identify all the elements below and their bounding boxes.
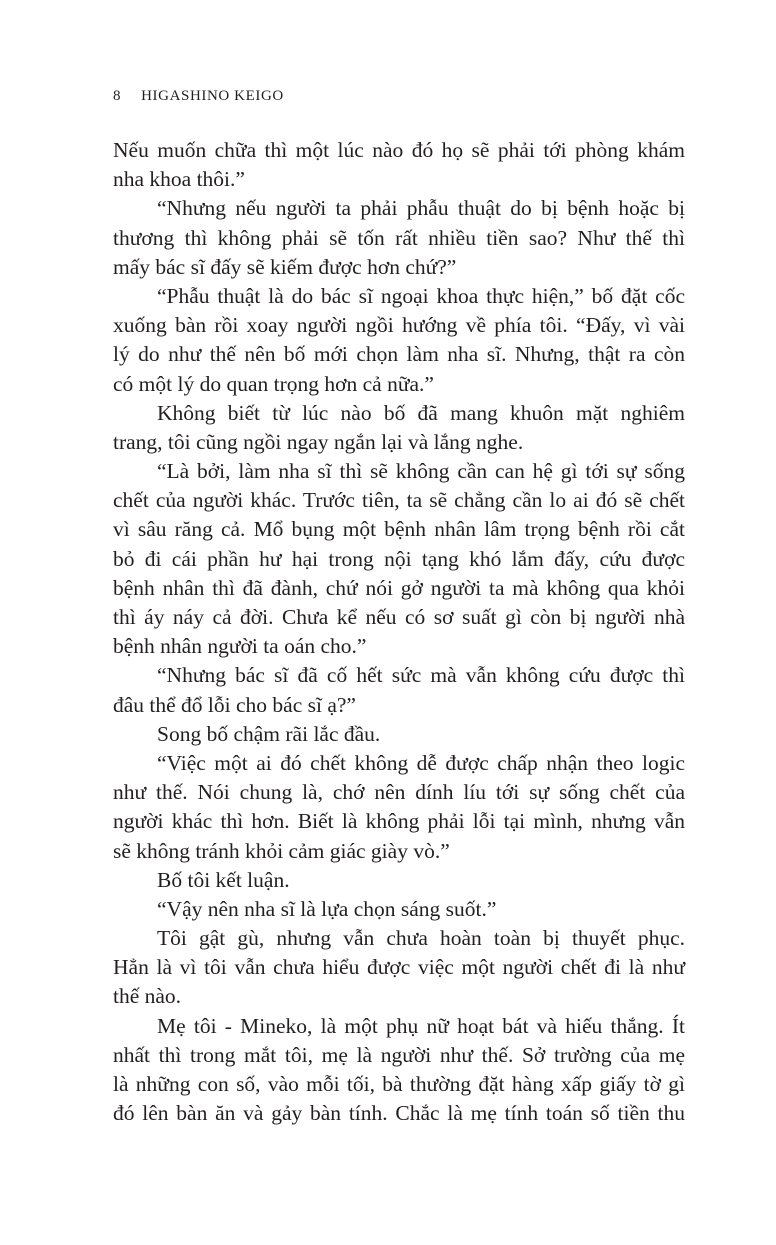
text-line: Bố tôi kết luận. (157, 867, 290, 892)
text-line: như thế. Nói chung là, chớ nên dính líu tới sự sống chết của (113, 780, 685, 805)
text-line: “Vậy nên nha sĩ là lựa chọn sáng suốt.” (157, 896, 497, 921)
text-line: Không biết từ lúc nào bố đã mang khuôn mặt nghiêm (157, 400, 685, 425)
page-number: 8 (113, 88, 122, 104)
text-line: xuống bàn rồi xoay người ngồi hướng về phía tôi. “Đấy, vì vài (113, 313, 685, 338)
text-line: chết của người khác. Trước tiên, ta sẽ chẳng cần lo ai đó sẽ chết (113, 488, 685, 513)
text-line: là những con số, vào mỗi tối, bà thường đặt hàng xấp giấy tờ gì (113, 1072, 685, 1096)
text-line: thương thì không phải sẽ tốn rất nhiều tiền sao? Như thế thì (113, 225, 685, 250)
text-line: “Nhưng nếu người ta phải phẫu thuật do bị bệnh hoặc bị (157, 196, 685, 221)
body-text (113, 136, 685, 1128)
text-line: Nếu muốn chữa thì một lúc nào đó họ sẽ phải tới phòng khám (113, 138, 685, 162)
text-line: “Việc một ai đó chết không dễ được chấp nhận theo logic (157, 750, 685, 775)
text-line: đâu thể đổ lỗi cho bác sĩ ạ?” (113, 692, 356, 717)
text-line: “Phẫu thuật là do bác sĩ ngoại khoa thực hiện,” bố đặt cốc (157, 283, 685, 308)
text-line: “Nhưng bác sĩ đã cố hết sức mà vẫn không cứu được thì (157, 663, 685, 688)
text-line: Tôi gật gù, nhưng vẫn chưa hoàn toàn bị thuyết phục. (157, 926, 685, 951)
author-name: HIGASHINO KEIGO (141, 88, 284, 104)
text-line: thế nào. (113, 984, 182, 1009)
text-line: lý do như thế nên bố mới chọn làm nha sĩ. Nhưng, thật ra còn (113, 342, 685, 367)
text-line: sẽ không tránh khỏi cảm giác giày vò.” (113, 838, 450, 863)
text-line: Hẳn là vì tôi vẫn chưa hiểu được việc một người chết đi là như (113, 955, 685, 980)
text-line: nha khoa thôi.” (113, 167, 245, 192)
text-line: bệnh nhân người ta oán cho.” (113, 634, 367, 659)
text-line: “Là bởi, làm nha sĩ thì sẽ không cần can hệ gì tới sự sống (157, 459, 685, 484)
text-line: đó lên bàn ăn và gảy bàn tính. Chắc là mẹ tính toán số tiền thu (113, 1101, 685, 1126)
text-line: trang, tôi cũng ngồi ngay ngắn lại và lắng nghe. (113, 429, 524, 454)
text-line: bỏ đi cái phần hư hại trong nội tạng khó lắm đấy, cứu được (113, 546, 685, 571)
text-line: nhất thì trong mắt tôi, mẹ là người như thế. Sở trường của mẹ (113, 1042, 685, 1067)
text-line: vì sâu răng cả. Mổ bụng một bệnh nhân lâm trọng bệnh rồi cắt (113, 517, 685, 542)
text-line: thì áy náy cả đời. Chưa kể nếu có sơ suất gì còn bị người nhà (113, 605, 685, 629)
text-line: mấy bác sĩ đấy sẽ kiếm được hơn chứ?” (113, 254, 457, 279)
text-line: Song bố chậm rãi lắc đầu. (157, 721, 381, 746)
running-head (113, 88, 284, 105)
text-line: có một lý do quan trọng hơn cả nữa.” (113, 371, 434, 396)
text-line: bệnh nhân thì đã đành, chứ nói gở người ta mà không qua khỏi (113, 575, 685, 600)
text-line: người khác thì hơn. Biết là không phải lỗi tại mình, nhưng vẫn (113, 809, 685, 834)
text-line: Mẹ tôi - Mineko, là một phụ nữ hoạt bát và hiếu thắng. Ít (157, 1013, 685, 1038)
